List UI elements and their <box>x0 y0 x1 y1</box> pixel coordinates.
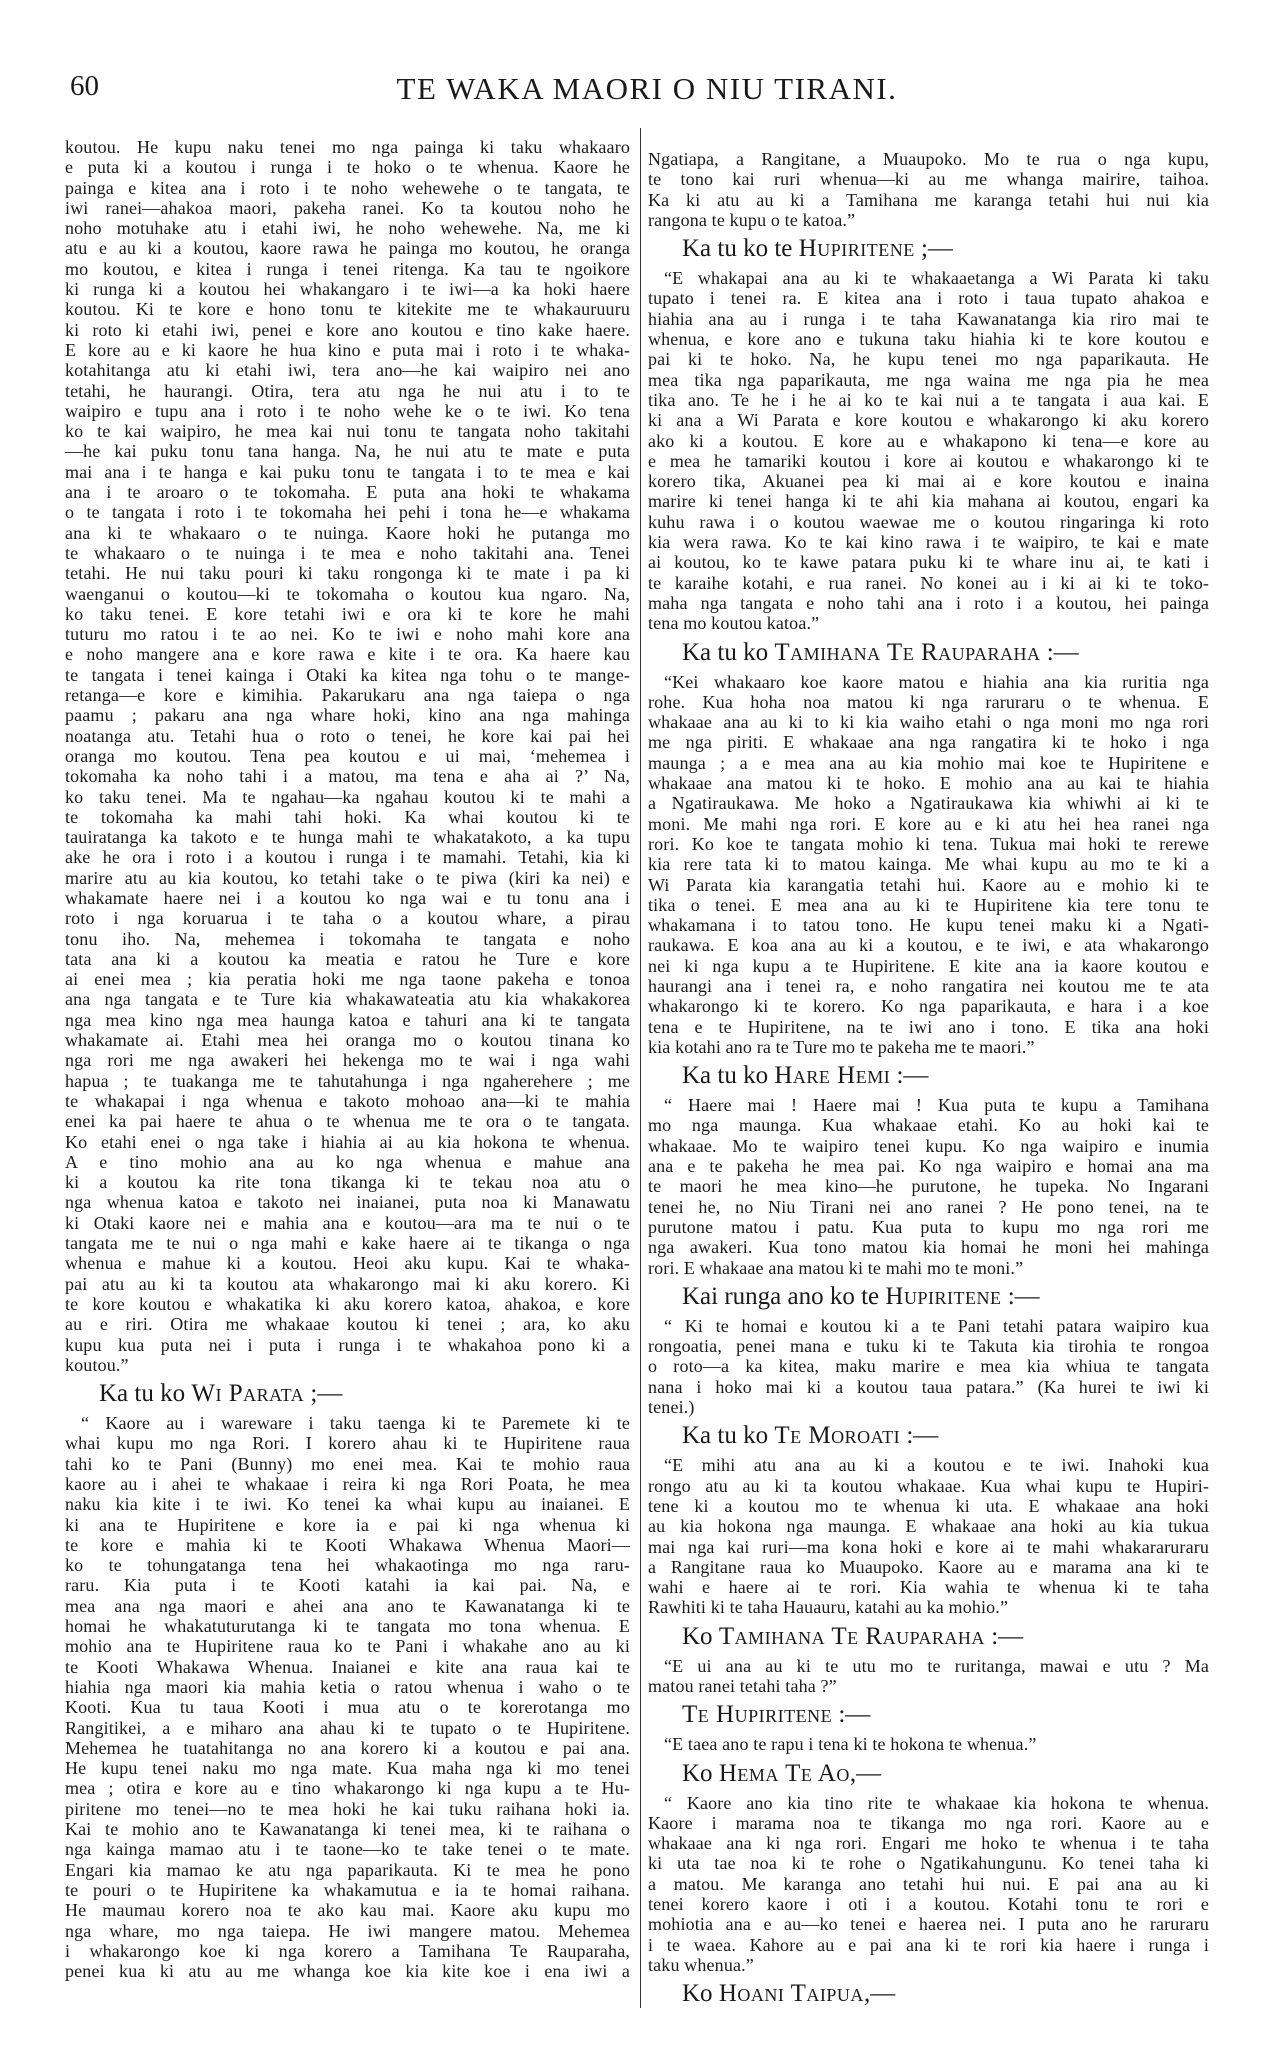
text-line: E kore au e ki kaore he hua kino e puta mai i roto i te whaka- <box>65 339 630 360</box>
text-line: kia wera rawa. Ko te kai kino rawa i te waipiro, te kai e mate <box>648 532 1209 553</box>
text-line: naku kia kite i te iwi. Ko tenei ka whai kupu au inaianei. E <box>65 1494 630 1515</box>
text-line: ako ki a koutou. E kore au e whakapono ki tena—e kore au <box>648 430 1209 451</box>
speaker-heading-prefix: Ka tu ko te <box>682 235 799 263</box>
text-line: tata ana ki a koutou ka meatia e ratou he Ture e kore <box>65 948 630 969</box>
text-line: paamu ; pakaru ana nga whare hoki, kino ana nga mahinga <box>65 705 630 726</box>
text-line: whakaae ana ki nga rori. Engari me hoko te whenua i te taha <box>648 1833 1209 1854</box>
text-line: tene ki a koutou mo te whenua ki uta. E whakaae ana hoki <box>648 1495 1209 1516</box>
text-line: ki ana te Hupiritene e kore ia e pai ki nga whenua ki <box>65 1514 630 1535</box>
text-line: nga awakeri. Kua tono matou kia homai he moni hei mahinga <box>648 1237 1209 1258</box>
text-line: au kia hokona nga maunga. E whakaae ana hoki au kia tukua <box>648 1516 1209 1537</box>
text-line: whakamate ai. Etahi mea hei oranga mo o koutou tinana ko <box>65 1030 630 1051</box>
text-line: tenei.) <box>648 1397 695 1418</box>
text-line: “E taea ano te rapu i tena ki te hokona te whenua.” <box>664 1734 1037 1755</box>
text-line: te tono kai ruri whenua—ki au me whanga mairire, taihoa. <box>648 169 1209 190</box>
text-line: ana ki te whakaaro o te nuinga. Kaore hoki he putanga mo <box>65 522 630 543</box>
text-line: ko te tohungatanga tena hei whakaotinga mo nga raru- <box>65 1555 630 1576</box>
text-line: nga mea kino nga mea haunga katoa e tahuri ana ki te tangata <box>65 1009 630 1030</box>
speaker-heading-prefix: Ko <box>682 1622 719 1650</box>
speaker-heading-name: Hoani Taipua <box>718 1980 864 2008</box>
text-line: te kore e mahia ki te Kooti Whakawa Whenua Maori— <box>65 1534 630 1555</box>
quoted-speech-paragraph <box>648 1095 1209 1278</box>
speaker-heading-prefix: Ko <box>682 1759 719 1787</box>
text-line: ko taku tenei. Ma te ngahau—ka ngahau koutou ki te mahi a <box>65 786 630 807</box>
text-line: te pouri o te Hupiritene ka whakamutua e ia te homai raihana. <box>65 1879 630 1900</box>
text-line: koutou. He kupu naku tenei mo nga painga ki taku whakaaro <box>65 137 630 157</box>
quoted-speech-paragraph <box>648 672 1209 1058</box>
text-paragraph <box>648 149 1209 230</box>
text-line: te kore koutou e whakatika ki aku korero katoa, ahakoa, e kore <box>65 1293 630 1314</box>
text-line: mohiotia ana e au—ko tenei e haerea nei. I puta ano he raruraru <box>648 1914 1209 1935</box>
text-line: Kai te mohio ano te Kawanatanga ki tenei mea, ki te raihana o <box>65 1819 630 1840</box>
quoted-speech-paragraph <box>648 1316 1209 1417</box>
text-line: whai kupu mo nga Rori. I korero ahau ki te Hupiritene raua <box>65 1433 630 1454</box>
speaker-heading-prefix: Kai runga ano ko te <box>682 1282 886 1310</box>
speaker-heading-suffix: ,— <box>863 1980 896 2008</box>
speaker-heading-prefix: Ko <box>682 1980 719 2008</box>
speaker-heading <box>682 1623 1209 1651</box>
text-line: whakamate haere nei i a koutou ko nga wai e tu tonu ana i <box>65 887 630 908</box>
text-line: tuturu mo ratou i te ao nei. Ko te iwi e noho mahi kore ana <box>65 624 630 645</box>
text-line: moni. Me mahi nga rori. E kore au e ki atu hei hea ranei nga <box>648 813 1209 834</box>
text-line: tonu iho. Na, mehemea i tokomaha te tangata e noho <box>65 928 630 949</box>
text-line: marire ki tenei hanga ki te ahi kia mahana ai koutou, engari ka <box>648 491 1209 512</box>
text-line: whakaae ana au ki to ki kia waiho etahi o nga moni mo nga rori <box>648 712 1209 733</box>
text-line: noho motuhake atu i etahi iwi, he noho wehewehe. Na, me ki <box>65 218 630 239</box>
text-line: —he kai puku tonu tana hanga. Na, he nui atu te mate e puta <box>65 441 630 462</box>
text-line: i whakarongo koe ki nga korero a Tamihana Te Rauparaha, <box>65 1940 630 1961</box>
speaker-heading <box>682 1701 1209 1729</box>
quoted-speech-paragraph <box>648 1793 1209 1976</box>
text-line: Mehemea he tuatahitanga no ana korero ki a koutou e pai ana. <box>65 1737 630 1758</box>
speaker-heading-suffix: :— <box>900 1422 939 1450</box>
text-line: whakamana i to tatou tono. He kupu tenei maku ki a Ngati- <box>648 915 1209 936</box>
text-line: purutone matou i patu. Kua puta to kupu mo nga rori me <box>648 1216 1209 1237</box>
text-line: koutou. Ki te kore e hono tonu te kitekite me te whakauruuru <box>65 299 630 320</box>
text-line: tupato i tenei ra. E kitea ana i roto i taua tupato ahakoa e <box>648 288 1209 309</box>
text-line: Ngatiapa, a Rangitane, a Muaupoko. Mo te rua o nga kupu, <box>648 149 1209 169</box>
speaker-heading-prefix: Ka tu ko <box>682 1422 775 1450</box>
speaker-heading-name: Hupiritene <box>798 235 915 263</box>
text-line: mea ana nga maori e ahei ana ano te Kawanatanga ki te <box>65 1595 630 1616</box>
speaker-heading-name: Wi Parata <box>191 1380 305 1408</box>
text-line: wahi e haere ai te rori. Kia wahia te whenua ki te taha <box>648 1577 1209 1598</box>
text-line: raru. Kia puta i te Kooti katahi ia kai pai. Na, e <box>65 1575 630 1596</box>
text-line: whakarongo ki te korero. Ko nga paparikauta, e hara i a koe <box>648 996 1209 1017</box>
text-line: iwi ranei—ahakoa maori, pakeha ranei. Ko ta koutou noho he <box>65 197 630 218</box>
speaker-heading-prefix: Ka tu ko <box>99 1380 192 1408</box>
text-line: whakaae ana matou ki te hoko. E mohio ana au kai te hiahia <box>648 773 1209 794</box>
text-line: ana nga tangata e te Ture kia whakawateatia atu kia whakakorea <box>65 989 630 1010</box>
speaker-heading <box>682 639 1209 667</box>
left-column <box>65 137 630 1981</box>
text-line: ana e te pakeha he mea pai. Ko nga waipiro e homai ana ma <box>648 1156 1209 1177</box>
text-line: “ Ki te homai e koutou ki a te Pani tetahi patara waipiro kua <box>664 1315 1209 1336</box>
text-line: o roto—a ka kitea, maku marire e mea kia whiua te tangata <box>648 1356 1209 1377</box>
text-line: pai atu au ki ta koutou ata whakarongo mai ki aku korero. Ki <box>65 1273 630 1294</box>
text-line: mai ana i te hanga e kai puku tonu te tangata i to te mea e kai <box>65 461 630 482</box>
speaker-heading <box>682 1283 1209 1311</box>
speaker-heading-name: Hupiritene <box>885 1282 1002 1310</box>
text-line: Rangitikei, a e miharo ana ahau ki te tupato o te Hupiritene. <box>65 1717 630 1738</box>
text-line: ki Otaki kaore nei e mahia ana e koutou—ara ma te nui o te <box>65 1212 630 1233</box>
column-divider <box>640 128 641 2008</box>
text-line: te whakapai i nga whenua e takoto mohoao ana—ki te mahia <box>65 1090 630 1111</box>
text-line: ki uta tae noa ki te rohe o Ngatikahungunu. Ko tenei taha ki <box>648 1853 1209 1874</box>
text-line: ki roto ki etahi iwi, penei e kore ano koutou e tino kake haere. <box>65 319 630 340</box>
text-line: rori. E whakaae ana matou ki te mahi mo te moni.” <box>648 1257 1024 1278</box>
text-line: raukawa. E koa ana au ki a koutou, e te iwi, e ata whakarongo <box>648 935 1209 956</box>
speaker-heading-suffix: ,— <box>849 1759 882 1787</box>
speaker-heading <box>682 1760 1209 1788</box>
text-line: kia kotahi ano ra te Ture mo te pakeha me te maori.” <box>648 1036 1035 1057</box>
text-line: tetahi, he haurangi. Otira, tera atu nga he nui atu i to te <box>65 380 630 401</box>
text-line: whenua e mahue ki a koutou. Heoi aku kupu. Kai te whaka- <box>65 1253 630 1274</box>
quoted-speech-paragraph <box>648 1455 1209 1617</box>
text-line: mea tika nga paparikauta, me nga waina me nga pia he mea <box>648 369 1209 390</box>
text-line: “ Kaore ano kia tino rite te whakaae kia hokona te whenua. <box>664 1792 1209 1813</box>
text-line: nga whenua katoa e takoto nei inaianei, puta noa ki Manawatu <box>65 1192 630 1213</box>
text-line: A e tino mohio ana au ko nga whenua e mahue ana <box>65 1151 630 1172</box>
text-line: ki ana a Wi Parata e kore koutou e whakarongo ki aku korero <box>648 410 1209 431</box>
text-line: haurangi ana i tenei ra, e noho rangatira nei koutou me te ata <box>648 975 1209 996</box>
text-line: ki runga ki a koutou hei whakangaro i te iwi—a ka hoki haere <box>65 279 630 300</box>
text-line: kupu kua puta nei i puta i runga i te whakahoa pono ki a <box>65 1334 630 1355</box>
text-line: tika o tenei. E mea ana au ki te Hupiritene kia tere tonu te <box>648 894 1209 915</box>
text-line: koutou.” <box>65 1354 129 1375</box>
text-line: te maori he mea kino—he purutone, he tupeka. No Ingarani <box>648 1176 1209 1197</box>
page-title: TE WAKA MAORI O NIU TIRANI. <box>396 71 898 106</box>
text-line: kaore au i ahei te whakaae i reira ki nga Rori Poata, he mea <box>65 1474 630 1494</box>
text-line: a Rangitane raua ko Muaupoko. Kaore au e marama ana ki te <box>648 1556 1209 1577</box>
text-line: ko te kai waipiro, he mea kai nui tonu te tangata noho takitahi <box>65 421 630 442</box>
text-line: Wi Parata kia karangatia tetahi hui. Kaore au e mohio ki te <box>648 874 1209 895</box>
text-line: rongoatia, penei mana e tuku ki te Takuta kia tirohia te rongoa <box>648 1336 1209 1357</box>
text-line: taku whenua.” <box>648 1954 754 1975</box>
text-line: rangona te kupu o te katoa.” <box>648 209 856 230</box>
text-line: oranga mo koutou. Tena pea koutou e ui mai, ‘mehemea i <box>65 745 630 766</box>
text-line: tetahi. He nui taku pouri ki taku rongonga ki te mate i pa ki <box>65 563 630 584</box>
text-line: kotahitanga atu ki etahi iwi, tera ano—he kai waipiro nei ano <box>65 360 630 381</box>
speaker-heading-suffix: ;— <box>914 235 953 263</box>
text-line: atu e au ki a koutou, kaore rawa he painga mo koutou, he oranga <box>65 238 630 259</box>
text-line: te karaihe kotahi, e rua ranei. No konei au i ki ai ki te toko- <box>648 572 1209 593</box>
text-line: nga whare, mo nga taiepa. He iwi mangere matou. Mehemea <box>65 1920 630 1941</box>
text-paragraph <box>65 137 630 1375</box>
text-line: nga kainga mamao atu i te taone—ko te take tenei o te mate. <box>65 1839 630 1860</box>
text-line: penei kua ki atu au me whanga koe kia kite koe i ena iwi a <box>65 1961 630 1982</box>
right-column <box>648 149 1209 2013</box>
quoted-speech-paragraph <box>65 1413 630 1981</box>
quoted-speech-paragraph <box>648 1734 1209 1754</box>
text-line: kuhu rawa i o koutou waewae me o koutou ringaringa ki roto <box>648 511 1209 532</box>
speaker-heading <box>99 1380 630 1408</box>
speaker-heading-suffix: :— <box>984 1622 1024 1650</box>
text-line: nana i hoko mai ki a koutou taua patara.” (Ka hurei te iwi ki <box>648 1376 1209 1397</box>
speaker-heading-name: Tamihana Te Rauparaha <box>718 1622 985 1650</box>
text-line: e mea he tamariki koutou i kore ai koutou e whakarongo ki te <box>648 450 1209 471</box>
text-line: tokomaha ka noho tahi i a matou, ma tena e aha ai ?’ Na, <box>65 766 630 787</box>
speaker-heading-suffix: ;— <box>304 1380 343 1408</box>
speaker-heading <box>682 1422 1209 1450</box>
text-line: roto i nga koruarua i te taha o a koutou whare, a pirau <box>65 908 630 929</box>
speaker-heading-name: Te Hupiritene <box>682 1701 833 1729</box>
text-line: homai he whakatuturutanga ki te tangata mo tona whenua. E <box>65 1616 630 1637</box>
speaker-heading <box>682 235 1209 263</box>
speaker-heading-suffix: :— <box>832 1701 871 1729</box>
text-line: whenua, e kore ano e tukuna taku hiahia ki te kore koutou e <box>648 329 1209 350</box>
speaker-heading-name: Hema Te Ao <box>718 1759 850 1787</box>
text-line: hiahia ana au i runga i te taha Kawanatanga kia riro mai te <box>648 308 1209 329</box>
speaker-heading-prefix: Ka tu ko <box>682 638 775 666</box>
text-line: Ko etahi enei o nga take i hiahia ai au kia hokona te whenua. <box>65 1131 630 1152</box>
text-line: piritene mo tenei—no te mea hoki he kai tuku raihana hoki ia. <box>65 1798 630 1819</box>
text-line: Ka ki atu au ki a Tamihana me karanga tetahi hui nui kia <box>648 189 1209 210</box>
text-line: te Kooti Whakawa Whenua. Inaianei e kite ana raua kai te <box>65 1656 630 1677</box>
text-line: e puta ki a koutou i runga i te hoko o te whenua. Kaore he <box>65 157 630 178</box>
text-line: maunga ; a e mea ana au kia mohio mai koe te Hupiritene e <box>648 752 1209 773</box>
text-line: enei ka pai haere te ahua o te whenua me te ora o te tangata. <box>65 1111 630 1132</box>
text-line: “E ui ana au ki te utu mo te ruritanga, mawai e utu ? Ma <box>664 1655 1209 1676</box>
text-line: maha nga tangata e noho tahi ana i roto i a koutou, hei painga <box>648 592 1209 613</box>
quoted-speech-paragraph <box>648 1656 1209 1697</box>
text-line: He maumau korero noa te ako kau mai. Kaore aku kupu mo <box>65 1900 630 1921</box>
speaker-heading-name: Tamihana Te Rauparaha <box>774 638 1041 666</box>
text-line: pai ki te hoko. Na, he kupu tenei mo nga paparikauta. He <box>648 349 1209 370</box>
text-line: whakaae. Mo te waipiro tenei kupu. Ko nga waipiro e inumia <box>648 1135 1209 1156</box>
text-line: a Ngatiraukawa. Me hoko a Ngatiraukawa kia whiwhi ai ki te <box>648 793 1209 814</box>
text-line: tena e te Hupiritene, na te iwi ano i tono. E tika ana hoki <box>648 1016 1209 1037</box>
text-line: nga rori me nga awakeri hei hekenga mo te wai i nga wahi <box>65 1050 630 1071</box>
text-line: mea ; otira e kore au e tino whakarongo ki nga kupu a te Hu- <box>65 1778 630 1799</box>
text-line: tahi ko te Pani (Bunny) mo enei mea. Kai te mohio raua <box>65 1453 630 1474</box>
text-line: waenganui o koutou—ki te tokomaha o koutou kua ngaro. Na, <box>65 583 630 604</box>
text-line: tena mo koutou katoa.” <box>648 613 820 634</box>
text-line: kia rere tata ki to matou kainga. Me whai kupu au mo te ki a <box>648 854 1209 875</box>
text-line: a matou. Me karanga ano tetahi hui nui. E pai ana au ki <box>648 1873 1209 1894</box>
text-line: ko taku tenei. E kore tetahi iwi e ora ki te kore he mahi <box>65 603 630 624</box>
text-line: “ Haere mai ! Haere mai ! Kua puta te kupu a Tamihana <box>664 1095 1209 1116</box>
text-line: Kaore i marama noa te tikanga mo nga rori. Kaore au e <box>648 1812 1209 1833</box>
text-line: rori. Ko koe te tangata mohio ki tena. Tukua mai hoki te rerewe <box>648 833 1209 854</box>
text-line: mohio ana te Hupiritene raua ko te Pani i whakahe ano au ki <box>65 1636 630 1657</box>
text-line: nei ki nga kupu a te Hupiritene. E kite ana ia kaore koutou e <box>648 955 1209 976</box>
page-number: 60 <box>70 70 99 102</box>
text-line: ake he ora i roto i a koutou i runga i te mamahi. Tetahi, kia ki <box>65 847 630 868</box>
text-line: te tokomaha ka mahi tahi hoki. Ka whai koutou ki te <box>65 806 630 827</box>
speaker-heading-suffix: :— <box>1040 638 1079 666</box>
text-line: “Kei whakaaro koe kaore matou e hiahia ana kia ruritia nga <box>664 671 1209 692</box>
text-line: mo nga maunga. Kua whakaae etahi. Ko au hoki kai te <box>648 1115 1209 1136</box>
text-line: “ Kaore au i wareware i taku taenga ki te Paremete ki te <box>81 1413 630 1434</box>
text-line: noatanga atu. Tetahi hua o roto o tenei, he kore kai pai hei <box>65 725 630 746</box>
speaker-heading-name: Hare Hemi <box>774 1062 891 1090</box>
text-line: mai nga kai ruri—ma kona hoki e kore ai te mahi whakararuraru <box>648 1536 1209 1557</box>
speaker-heading <box>682 1062 1209 1090</box>
quoted-speech-paragraph <box>648 268 1209 633</box>
text-line: ai koutou, ko te kawe patara puku ki te whare inu ai, te kati i <box>648 552 1209 573</box>
text-line: He kupu tenei naku mo nga mate. Kua maha nga ki mo tenei <box>65 1758 630 1779</box>
text-line: rongo atu au ki ta koutou whakaae. Kua whai kupu te Hupiri- <box>648 1475 1209 1496</box>
text-line: tangata me te nui o nga mahi e kake haere ai te tikanga o nga <box>65 1233 630 1254</box>
text-line: marire atu au kia koutou, ko tetahi take o te piwa (kiri ka nei) e <box>65 867 630 888</box>
text-line: hapua ; te tuakanga me te tahutahunga i nga ngaherehere ; me <box>65 1070 630 1091</box>
text-line: painga e kitea ana i roto i te noho wehewehe o te tangata, te <box>65 177 630 198</box>
text-line: Kooti. Kua tu taua Kooti i mua atu o te korerotanga mo <box>65 1697 630 1718</box>
text-line: ki a koutou ka rite tona tikanga ki te tekau noa atu o <box>65 1172 630 1193</box>
text-line: e noho mangere ana e kore rawa e kite i te ora. Ka haere kau <box>65 644 630 665</box>
speaker-heading-name: Te Moroati <box>774 1422 901 1450</box>
text-line: “E mihi atu ana au ki a koutou e te iwi. Inahoki kua <box>664 1455 1209 1476</box>
text-line: retanga—e kore e kimihia. Pakarukaru ana nga taiepa o nga <box>65 685 630 706</box>
speaker-heading-prefix: Ka tu ko <box>682 1062 775 1090</box>
speaker-heading-suffix: :— <box>890 1062 929 1090</box>
text-line: te tangata i tenei kainga i Otaki ka kitea nga tohu o te mange- <box>65 664 630 685</box>
text-line: tenei he, no Niu Tirani nei ano ranei ? He pono tenei, na te <box>648 1196 1209 1217</box>
text-line: korero tika, Akuanei pea ki mai ai e kore koutou e inaina <box>648 471 1209 492</box>
speaker-heading <box>682 1980 1209 2008</box>
text-line: hiahia nga maori kia mahia ketia o ratou whenua i waho o te <box>65 1676 630 1697</box>
speaker-heading-suffix: :— <box>1001 1282 1040 1310</box>
text-line: ana i te aroaro o te tokomaha. E puta ana hoki te whakama <box>65 482 630 503</box>
text-line: rohe. Kua hoha noa matou ki nga raruraru o te whenua. E <box>648 691 1209 712</box>
text-line: i te waea. Kahore au e pai ana ki te rori kia haere i runga i <box>648 1934 1209 1955</box>
text-line: mo koutou, e kitea i runga i tenei ritenga. Ka tau te ngoikore <box>65 258 630 279</box>
text-line: au e riri. Otira me whakaae koutou ki tenei ; ara, ko aku <box>65 1314 630 1335</box>
text-line: ai enei mea ; kia peratia hoki me nga taone pakeha e tonoa <box>65 969 630 990</box>
text-line: Rawhiti ki te taha Hauauru, katahi au ka mohio.” <box>648 1597 1009 1618</box>
text-line: tauiratanga ka takoto e te hunga mahi te whakatakoto, a ka tupu <box>65 827 630 848</box>
text-line: “E whakapai ana au ki te whakaaetanga a Wi Parata ki taku <box>664 268 1209 289</box>
text-line: me nga piriti. E whakaae ana nga rangatira ki te hoko i nga <box>648 732 1209 753</box>
text-line: matou ranei tetahi taha ?” <box>648 1676 837 1696</box>
text-line: waipiro e tupu ana i roto i te noho wehe ke o te iwi. Ko tena <box>65 400 630 421</box>
text-line: Engari kia mamao ke atu nga paparikauta. Ki te mea he pono <box>65 1859 630 1880</box>
text-line: o te tangata i roto i te tokomaha hei pehi i tona he—e whakama <box>65 502 630 523</box>
text-line: te whakaaro o te nuinga i te mea e noho takitahi ana. Tenei <box>65 542 630 563</box>
text-line: tika ano. Te he i he ai ko te kai nui a te tangata i aua kai. E <box>648 389 1209 410</box>
text-line: tenei korero kaore i oti i a koutou. Kotahi tonu te rori e <box>648 1894 1209 1915</box>
